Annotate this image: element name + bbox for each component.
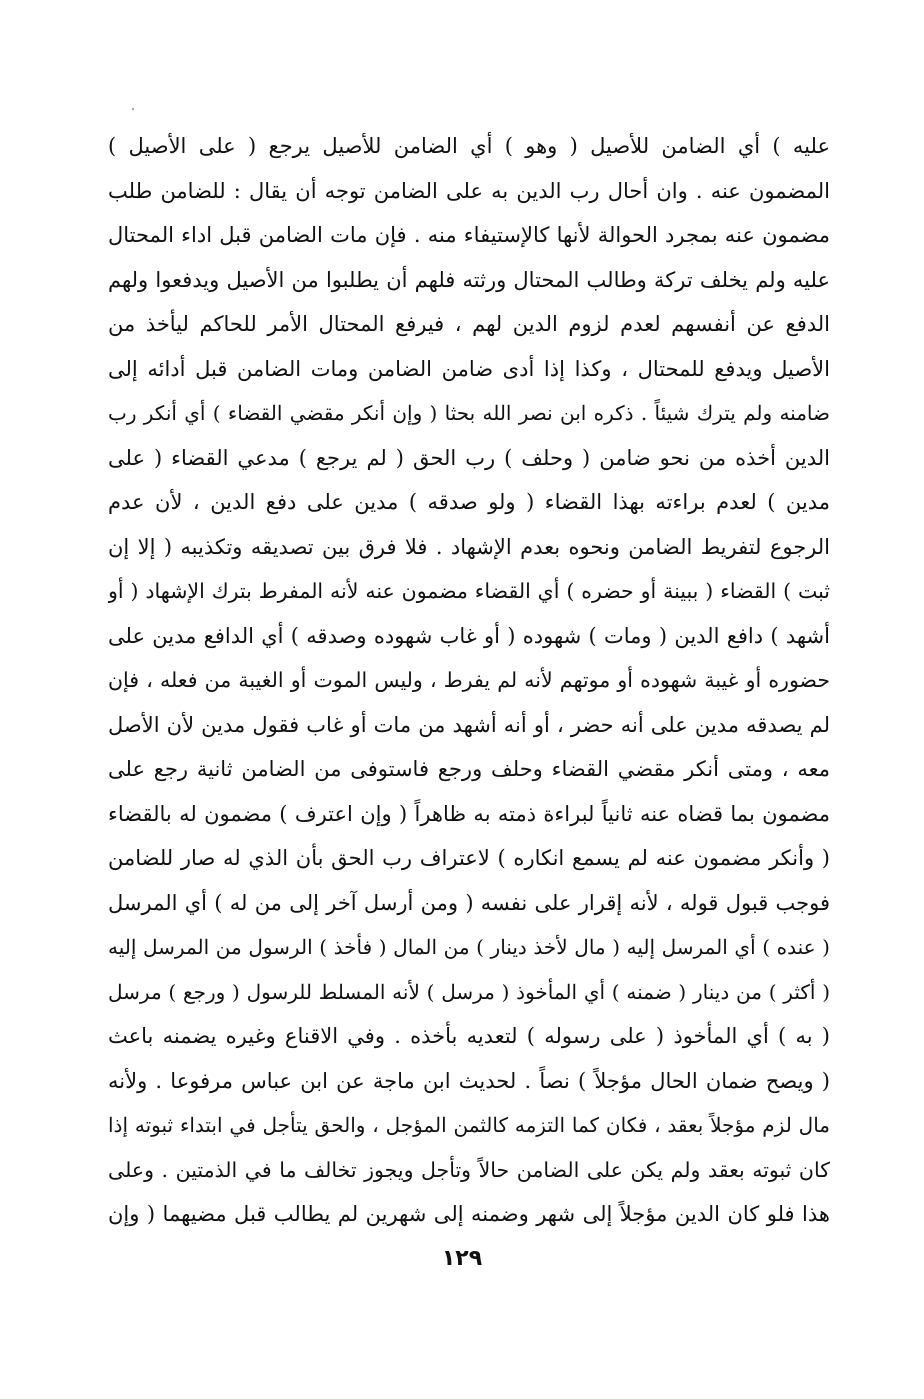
text-line: ( أكثر ) من دينار ( ضمنه ) أي المأخوذ ( مرسل ) لأنه المسلط للرسول ( ورجع ) مرسل [108, 979, 830, 1004]
text-line: الدين أخذه من نحو ضامن ( وحلف ) رب الحق ( لم يرجع ) مدعي القضاء ( على [108, 445, 830, 470]
text-line: ( ويصح ضمان الحال مؤجلاً ) نصاً . لحديث ابن ماجة عن ابن عباس مرفوعا . ولأنه [108, 1068, 830, 1093]
text-line: مال لزم مؤجلاً بعقد ، فكان كما التزمه كالثمن المؤجل ، والحق يتأجل في ابتداء ثبوته إذا [108, 1113, 830, 1137]
text-line: ( عنده ) أي المرسل إليه ( مال لأخذ دينار ) من المال ( فأخذ ) الرسول من المرسل إليه [108, 935, 830, 959]
text-line: ثبت ) القضاء ( ببينة أو حضره ) أي القضاء مضمون عنه لأنه المفرط بترك الإشهاد ( أو [108, 579, 830, 603]
text-line: كان ثبوته بعقد ولم يكن على الضامن حالاً وتأجل ويجوز تخالف ما في الذمتين . وعلى [108, 1157, 830, 1182]
text-line: عليه ) أي الضامن للأصيل ( وهو ) أي الضامن للأصيل يرجع ( على الأصيل ) [108, 134, 830, 158]
text-line: مدين ) لعدم براءته بهذا القضاء ( ولو صدقه ) مدين على دفع الدين ، لأن عدم [108, 490, 830, 514]
text-line: هذا فلو كان الدين مؤجلاً إلى شهر وضمنه إلى شهرين لم يطالب قبل مضيهما ( وإن [108, 1202, 830, 1226]
text-line: لم يصدقه مدين على أنه حضر ، أو أنه أشهد من مات أو غاب فقول مدين لأن الأصل [108, 712, 830, 737]
text-line: عليه ولم يخلف تركة وطالب المحتال ورثته فلهم أن يطلبوا من الأصيل ويدفعوا ولهم [108, 267, 830, 292]
text-line: ( به ) أي المأخوذ ( على رسوله ) لتعديه بأخذه . وفي الاقناع وغيره يضمنه باعث [108, 1024, 830, 1048]
page-number: ١٢٩ [441, 1246, 483, 1271]
text-line: ضامنه ولم يترك شيئاً . ذكره ابن نصر الله بحثا ( وإن أنكر مقضي القضاء ) أي أنكر رب [108, 401, 830, 425]
text-line: المضمون عنه . وان أحال رب الدين به على الضامن توجه أن يقال : للضامن طلب [108, 178, 830, 203]
text-line: مضمون بما قضاه عنه ثانياً لبراءة ذمته به ظاهراً ( وإن اعترف ) مضمون له بالقضاء [108, 801, 830, 826]
text-line: أشهد ) دافع الدين ( ومات ) شهوده ( أو غاب شهوده وصدقه ) أي الدافع مدين على [108, 623, 830, 648]
text-line: حضوره أو غيبة شهوده أو موتهم لأنه لم يفرط ، وليس الموت أو الغيبة من فعله ، فإن [108, 668, 830, 692]
text-line: ( وأنكر مضمون عنه لم يسمع انكاره ) لاعتراف رب الحق بأن الذي له صار للضامن [108, 846, 830, 870]
text-line: الرجوع لتفريط الضامن ونحوه بعدم الإشهاد . فلا فرق بين تصديقه وتكذيبه ( إلا إن [108, 534, 830, 559]
scan-speck [132, 108, 134, 110]
text-line: مضمون عنه بمجرد الحوالة لأنها كالإستيفاء منه . فإن مات الضامن قبل اداء المحتال [108, 223, 830, 247]
text-line: الدفع عن أنفسهم لعدم لزوم الدين لهم ، فيرفع المحتال الأمر للحاكم ليأخذ من [108, 312, 830, 336]
text-line: معه ، ومتى أنكر مقضي القضاء وحلف ورجع فاستوفى من الضامن ثانية رجع على [108, 757, 830, 781]
body-text [108, 124, 830, 1237]
text-line: فوجب قبول قوله ، لأنه إقرار على نفسه ( ومن أرسل آخر إلى من له ) أي المرسل [108, 890, 830, 915]
text-line: الأصيل ويدفع للمحتال ، وكذا إذا أدى ضامن الضامن ومات الضامن قبل أدائه إلى [108, 356, 830, 381]
